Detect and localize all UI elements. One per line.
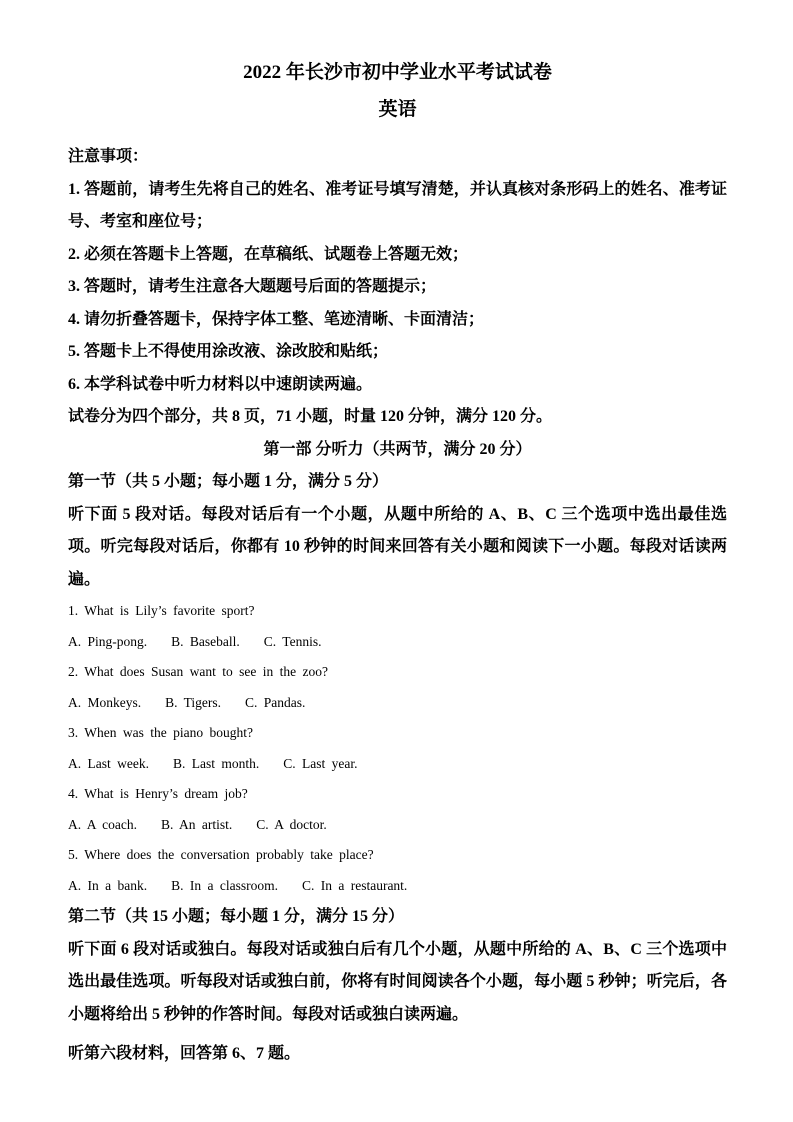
section2-instructions: 听下面 6 段对话或独白。每段对话或独白后有几个小题，从题中所给的 A、B、C 三个选项中选出最佳选项。听每段对话或独白前，你将有时间阅读各个小题，每小题 5 秒钟；听完后，各小题将给出 5 秒钟的作答时间。每段对话或独白读两遍。 bbox=[68, 940, 727, 1023]
option-a: A. Last week. bbox=[68, 755, 149, 771]
option-a: A. Ping-pong. bbox=[68, 633, 148, 649]
paper-summary: 试卷分为四个部分，共 8 页，71 小题，时量 120 分钟，满分 120 分。 bbox=[68, 408, 553, 425]
option-b: B. Last month. bbox=[172, 755, 260, 771]
question-block-2 bbox=[68, 657, 727, 718]
option-c: C. Last year. bbox=[283, 755, 358, 771]
section2-heading: 第二节（共 15 小题；每小题 1 分，满分 15 分） bbox=[68, 908, 405, 925]
question-options bbox=[68, 688, 727, 719]
question-options bbox=[68, 810, 727, 841]
question-options bbox=[68, 871, 727, 902]
option-b: B. Tigers. bbox=[165, 694, 222, 710]
notice-item-3: 3. 答题时，请考生注意各大题题号后面的答题提示； bbox=[68, 278, 437, 295]
part1-heading: 第一部 分听力（共两节，满分 20 分） bbox=[263, 440, 532, 458]
notice-item-6: 6. 本学科试卷中听力材料以中速朗读两遍。 bbox=[68, 375, 373, 393]
question-block-1 bbox=[68, 596, 727, 657]
notice-heading: 注意事项： bbox=[68, 148, 149, 165]
option-a: A. A coach. bbox=[68, 816, 137, 832]
option-b: B. Baseball. bbox=[171, 633, 240, 649]
notice-item-1: 1. 答题前，请考生先将自己的姓名、准考证号填写清楚，并认真核对条形码上的姓名、准考证号、考室和座位号； bbox=[68, 180, 727, 230]
question-text: 5. Where does the conversation probably take place? bbox=[68, 847, 374, 862]
question-options bbox=[68, 627, 727, 658]
exam-title: 2022 年长沙市初中学业水平考试试卷 bbox=[243, 62, 552, 83]
question-block-4 bbox=[68, 779, 727, 840]
option-a: A. Monkeys. bbox=[68, 694, 142, 710]
question-text: 2. What does Susan want to see in the zoo? bbox=[68, 664, 328, 679]
notice-item-4: 4. 请勿折叠答题卡，保持字体工整、笔迹清晰、卡面清洁； bbox=[68, 310, 485, 328]
option-c: C. Tennis. bbox=[263, 633, 322, 649]
option-c: C. In a restaurant. bbox=[301, 877, 408, 893]
material-note: 听第六段材料，回答第 6、7 题。 bbox=[68, 1045, 301, 1062]
notice-item-5: 5. 答题卡上不得使用涂改液、涂改胶和贴纸； bbox=[68, 343, 389, 360]
section1-heading: 第一节（共 5 小题；每小题 1 分，满分 5 分） bbox=[68, 473, 389, 490]
question-text: 4. What is Henry’s dream job? bbox=[68, 786, 248, 801]
option-b: B. In a classroom. bbox=[171, 877, 278, 893]
option-a: A. In a bank. bbox=[68, 877, 148, 893]
question-block-5 bbox=[68, 840, 727, 901]
subject-title: 英语 bbox=[378, 99, 417, 120]
section1-instructions: 听下面 5 段对话。每段对话后有一个小题，从题中所给的 A、B、C 三个选项中选出最佳选项。听完每段对话后，你都有 10 秒钟的时间来回答有关小题和阅读下一小题。每段对话读两遍。 bbox=[68, 505, 727, 588]
option-c: C. Pandas. bbox=[245, 694, 306, 710]
question-text: 1. What is Lily’s favorite sport? bbox=[68, 603, 255, 618]
question-block-3 bbox=[68, 718, 727, 779]
notice-item-2: 2. 必须在答题卡上答题，在草稿纸、试题卷上答题无效； bbox=[68, 245, 469, 263]
question-text: 3. When was the piano bought? bbox=[68, 725, 253, 740]
option-c: C. A doctor. bbox=[256, 816, 327, 832]
option-b: B. An artist. bbox=[161, 816, 233, 832]
question-options bbox=[68, 749, 727, 780]
